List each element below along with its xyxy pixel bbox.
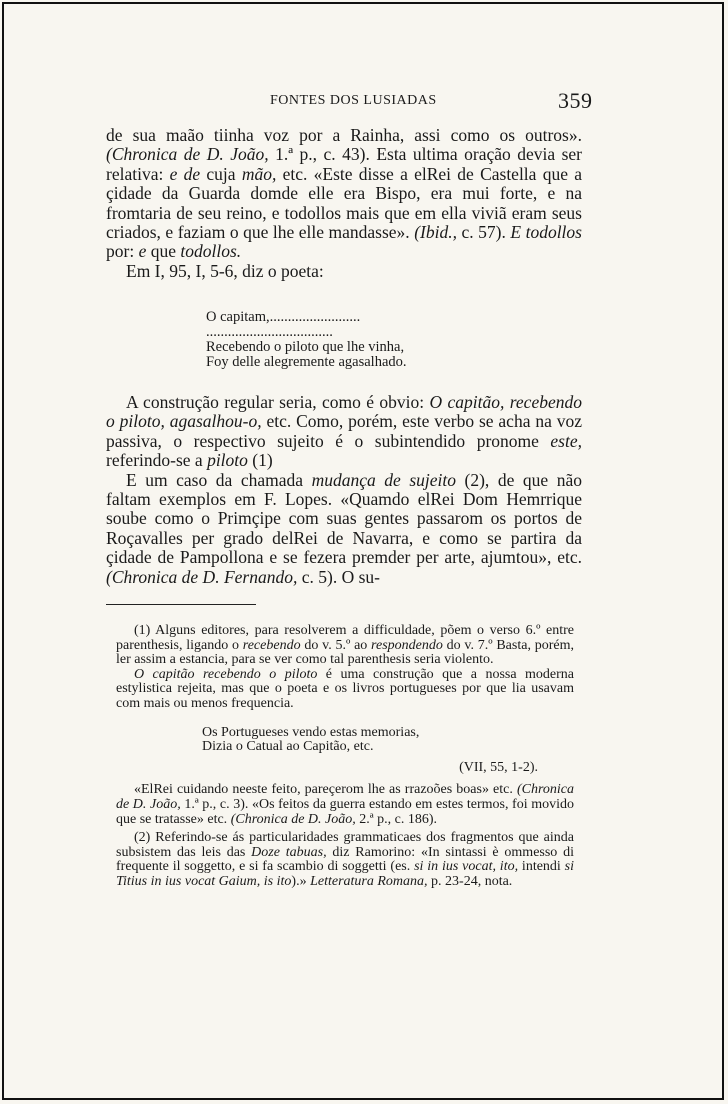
italic-text: E todollos bbox=[510, 222, 582, 243]
verse-line: Foy delle alegremente agasalhado. bbox=[206, 354, 407, 370]
italic-text: respondendo bbox=[371, 637, 443, 653]
text-run: c. 57). bbox=[456, 222, 511, 243]
italic-text: mão, bbox=[241, 163, 277, 184]
italic-text: O capitão, recebendo o piloto, agasalhou-o, bbox=[106, 392, 582, 432]
italic-text: (Ibid., bbox=[414, 222, 457, 243]
text-run: é uma construção que a nossa moderna estylistica rejeita, mas que o poeta e os livros portugueses por que lia usavam com mais ou menos frequencia. bbox=[116, 666, 574, 711]
italic-text: (Chronica de D. Fernando, bbox=[106, 566, 298, 587]
text-run: (1) Alguns editores, para resolverem a difficuldade, põem o verso 6.º entre parenthesis, ligando o bbox=[116, 623, 574, 653]
paragraph bbox=[106, 393, 582, 471]
verse-line: Os Portugueses vendo estas memorias, bbox=[202, 724, 420, 740]
text-run: 2.ª p., c. 186). bbox=[355, 811, 438, 827]
text-run: do v. 7.º Basta, porém, ler assim a estancia, para se ver como tal parenthesis seria violento. bbox=[116, 637, 574, 668]
italic-text: (Chronica de D. João, bbox=[106, 144, 269, 165]
italic-text: e de bbox=[169, 163, 201, 184]
paragraph bbox=[106, 471, 582, 587]
footnote-paragraph bbox=[116, 668, 574, 712]
italic-text: (Chronica de D. João, bbox=[116, 782, 574, 812]
text-run: A construção regular seria, como é obvio: bbox=[126, 392, 430, 412]
text-run: de sua maão tiinha voz por a Rainha, assi como os outros». bbox=[106, 125, 582, 145]
main-text-bottom bbox=[106, 393, 582, 587]
text-run: c. 5). O su- bbox=[297, 566, 380, 587]
italic-text: Doze tabuas, bbox=[251, 844, 327, 860]
italic-text: si Titius in ius vocat Gaium, is ito bbox=[116, 859, 574, 889]
text-run: que bbox=[146, 241, 181, 262]
text-run: por: bbox=[106, 241, 139, 262]
text-run: do v. 5.º ao bbox=[300, 637, 372, 653]
footnote-paragraph bbox=[116, 783, 574, 827]
verse-line: O capitam,......................... bbox=[206, 309, 361, 325]
paragraph bbox=[106, 262, 582, 281]
footnotes bbox=[116, 624, 574, 890]
verse-line: ................................... bbox=[206, 324, 333, 340]
text-run: cuja bbox=[200, 163, 242, 184]
text-run: 1.ª p., c. 3). «Os feitos da guerra estando em estes termos, foi movido que se tratasse» etc. bbox=[116, 796, 574, 827]
footnote-1 bbox=[116, 624, 574, 668]
italic-text: O capitão recebendo o piloto bbox=[134, 666, 318, 682]
main-text-top bbox=[106, 126, 582, 281]
italic-text: Letteratura Romana, bbox=[310, 873, 428, 889]
verse-line: Dizia o Catual ao Capitão, etc. bbox=[202, 739, 374, 755]
text-run: (2) Referindo-se ás particularidades grammaticaes dos fragmentos que ainda subsistem das leis das bbox=[116, 830, 574, 860]
text-run: ).» bbox=[291, 873, 311, 889]
footnote-2 bbox=[116, 831, 574, 889]
italic-text: e bbox=[138, 241, 147, 262]
italic-text: este, bbox=[550, 430, 582, 451]
text-run: 1.ª p., c. 43). Esta ultima oração devia ser relativa: bbox=[106, 144, 582, 184]
text-run: etc. Como, porém, este verbo se acha na voz passiva, o respectivo sujeito é o subintendido pronome bbox=[106, 411, 583, 451]
verse-line: Recebendo o piloto que lhe vinha, bbox=[206, 339, 405, 355]
text-run: diz Ramorino: «In sintassi è ommesso di frequente il soggetto, e si fa scambio di soggetti (es. bbox=[116, 844, 574, 875]
italic-text: (Chronica de D. João, bbox=[230, 811, 356, 827]
footnote-verse bbox=[202, 726, 574, 755]
italic-text: recebendo bbox=[242, 637, 301, 653]
paragraph bbox=[106, 126, 582, 262]
verse-reference: (VII, 55, 1-2). bbox=[459, 759, 538, 775]
text-run: etc. «Este disse a elRei de Castella que a çidade da Guarda domde elle era Bispo, era mui forte, e na fromtaria de seu reino, e todollos mais que em ella viviã eram seus criados, e faziam o que lhe elle mandasse». bbox=[106, 163, 583, 243]
text-run: (1) bbox=[247, 450, 273, 471]
text-run: (2), de que não faltam exemplos em F. Lopes. «Quamdo elRei Dom Hemrrique soube como o Primçipe com suas gentes passarom os portos de Roçavalles per grado delRei de Navarra, e como se partira da çidade de Pampollona e se fezera premder per arte, ajumtou», etc. bbox=[106, 469, 582, 568]
footnote-rule bbox=[106, 604, 256, 605]
text-run: Em I, 95, I, 5-6, diz o poeta: bbox=[126, 260, 324, 281]
italic-text: si in ius vocat, ito, bbox=[414, 859, 519, 875]
verse-quote bbox=[206, 310, 407, 370]
italic-text: mudança de sujeito bbox=[311, 469, 456, 490]
text-run: referindo-se a bbox=[106, 450, 208, 471]
text-run: «ElRei cuidando neeste feito, pareçerom lhe as rrazoões boas» etc. bbox=[134, 782, 517, 798]
italic-text: piloto bbox=[207, 450, 248, 471]
text-run: E um caso da chamada bbox=[126, 469, 312, 490]
page-number: 359 bbox=[558, 88, 593, 113]
running-title: FONTES DOS LUSIADAS bbox=[270, 93, 437, 108]
text-run: p. 23-24, nota. bbox=[427, 873, 513, 889]
italic-text: todollos. bbox=[180, 241, 242, 262]
text-run: intendi bbox=[518, 859, 565, 875]
